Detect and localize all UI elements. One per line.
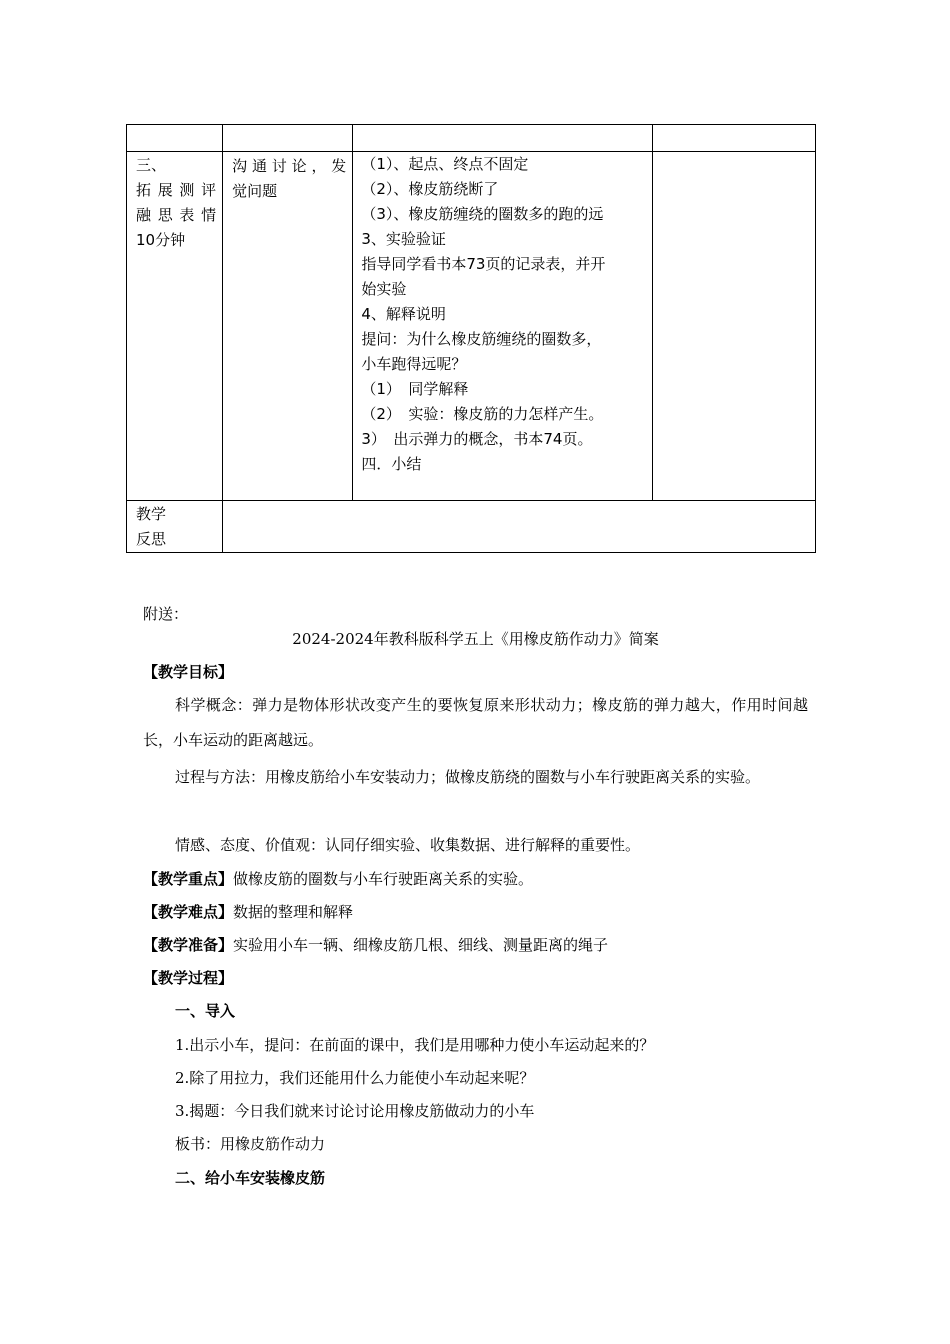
process-line: 小车跑得远呢？ bbox=[361, 355, 467, 373]
stage-label-cell bbox=[127, 152, 223, 501]
process-line: （1） 同学解释 bbox=[361, 380, 469, 398]
preparation-text: 实验用小车一辆、细橡皮筋几根、细线、测量距离的绳子 bbox=[233, 936, 609, 954]
appendix-label: 附送： bbox=[143, 605, 189, 623]
table-cell bbox=[652, 125, 815, 152]
preparation-line bbox=[143, 933, 808, 958]
process-line: （3）、橡皮筋缠绕的圈数多的跑的远 bbox=[361, 205, 604, 223]
table-row bbox=[127, 125, 816, 152]
difficulty-heading: 【教学难点】 bbox=[143, 903, 234, 921]
process-cell bbox=[353, 152, 652, 501]
board-line: 板书：用橡皮筋作动力 bbox=[175, 1135, 326, 1153]
process-line: 提问：为什么橡皮筋缠绕的圈数多， bbox=[361, 330, 602, 348]
process-line: （2）、橡皮筋绕断了 bbox=[361, 180, 499, 198]
stage-label-line: 三、 bbox=[136, 156, 167, 174]
key-point-heading: 【教学重点】 bbox=[143, 870, 234, 888]
reflection-label-cell bbox=[127, 501, 223, 553]
activity-line: 沟通讨论，发 bbox=[232, 157, 347, 175]
table-cell bbox=[652, 152, 815, 501]
stage-label-line: 拓展测评 bbox=[136, 181, 217, 199]
step-line: 2.除了用拉力，我们还能用什么力能使小车动起来呢？ bbox=[175, 1069, 535, 1087]
process-line: 四．小结 bbox=[361, 455, 422, 473]
goal-paragraph: 情感、态度、价值观：认同仔细实验、收集数据、进行解释的重要性。 bbox=[175, 836, 641, 854]
difficulty-line bbox=[143, 900, 808, 925]
process-heading: 【教学过程】 bbox=[143, 969, 234, 987]
goal-paragraph: 过程与方法：用橡皮筋给小车安装动力；做橡皮筋绕的圈数与小车行驶距离关系的实验。 bbox=[175, 768, 761, 786]
stage-label-line: 融思表情 bbox=[136, 206, 217, 224]
activity-line: 觉问题 bbox=[232, 182, 278, 200]
key-point-line bbox=[143, 867, 808, 892]
goal-paragraph: 科学概念：弹力是物体形状改变产生的要恢复原来形状动力；橡皮筋的弹力越大，作用时间越长，小车运动的距离越远。 bbox=[143, 696, 808, 749]
reflection-content-cell bbox=[223, 501, 816, 553]
table-cell bbox=[353, 125, 652, 152]
table-cell bbox=[223, 125, 353, 152]
reflection-label-line: 反思 bbox=[136, 530, 167, 548]
section-heading: 二、给小车安装橡皮筋 bbox=[175, 1169, 326, 1187]
reflection-label-line: 教学 bbox=[136, 505, 167, 523]
preparation-heading: 【教学准备】 bbox=[143, 936, 234, 954]
table-row bbox=[127, 501, 816, 553]
key-point-text: 做橡皮筋的圈数与小车行驶距离关系的实验。 bbox=[233, 870, 534, 888]
process-line: 4、解释说明 bbox=[361, 305, 446, 323]
process-line: （2） 实验：橡皮筋的力怎样产生。 bbox=[361, 405, 604, 423]
activity-cell bbox=[223, 152, 353, 501]
process-line: 3） 出示弹力的概念，书本74页。 bbox=[361, 430, 593, 448]
goal-heading: 【教学目标】 bbox=[143, 663, 234, 681]
difficulty-text: 数据的整理和解释 bbox=[233, 903, 354, 921]
process-line: （1）、起点、终点不固定 bbox=[361, 155, 529, 173]
appendix-title: 2024-2024年教科版科学五上《用橡皮筋作动力》简案 bbox=[292, 630, 659, 648]
table-cell bbox=[127, 125, 223, 152]
section-heading: 一、导入 bbox=[175, 1002, 236, 1020]
lesson-plan-table bbox=[126, 124, 816, 553]
process-line: 始实验 bbox=[361, 280, 407, 298]
process-line: 指导同学看书本73页的记录表，并开 bbox=[361, 255, 606, 273]
table-row bbox=[127, 152, 816, 501]
process-line: 3、实验验证 bbox=[361, 230, 446, 248]
step-line: 3.揭题：今日我们就来讨论讨论用橡皮筋做动力的小车 bbox=[175, 1102, 535, 1120]
step-line: 1.出示小车，提问：在前面的课中，我们是用哪种力使小车运动起来的？ bbox=[175, 1036, 655, 1054]
stage-label-line: 10分钟 bbox=[136, 231, 186, 249]
